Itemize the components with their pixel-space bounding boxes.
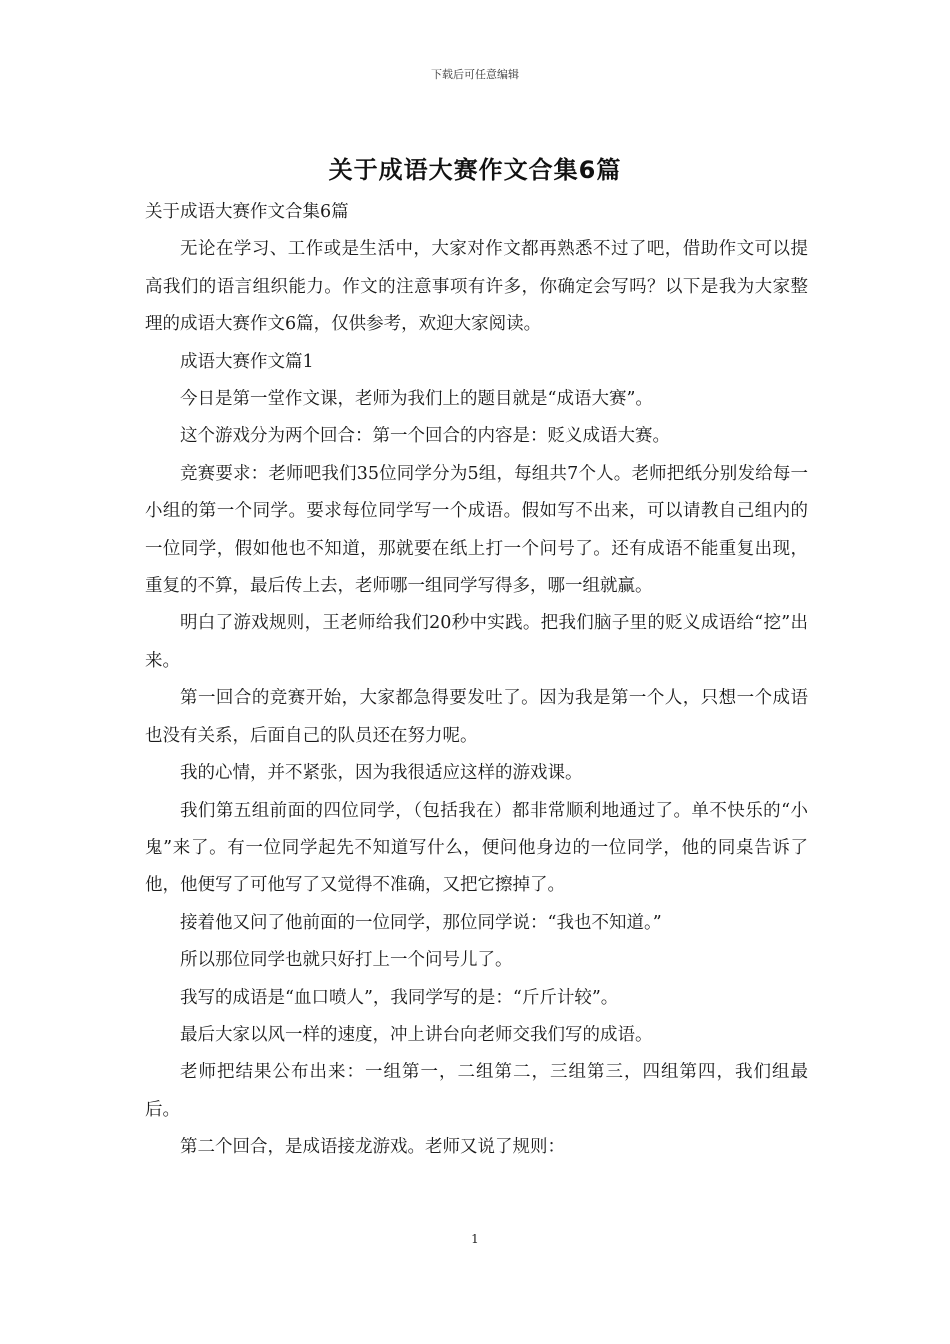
body-paragraph: 竞赛要求：老师吧我们35位同学分为5组，每组共7个人。老师把纸分别发给每一小组的第一个同学。要求每位同学写一个成语。假如写不出来，可以请教自己组内的一位同学，假如他也不知道，那就要在纸上打一个问号了。还有成语不能重复出现，重复的不算，最后传上去，老师哪一组同学写得多，哪一组就赢。 [145,463,808,597]
section-heading: 成语大赛作文篇1 [180,351,314,372]
header-note: 下载后可任意编辑 [431,68,519,81]
intro-paragraph: 无论在学习、工作或是生活中，大家对作文都再熟悉不过了吧，借助作文可以提高我们的语言组织能力。作文的注意事项有许多，你确定会写吗？以下是我为大家整理的成语大赛作文6篇，仅供参考，欢迎大家阅读。 [145,239,808,335]
body-paragraph: 接着他又问了他前面的一位同学，那位同学说：“我也不知道。” [180,912,662,933]
body-paragraph: 第一回合的竞赛开始，大家都急得要发吐了。因为我是第一个人，只想一个成语也没有关系，后面自己的队员还在努力呢。 [145,688,808,746]
body-paragraph: 我的心情，并不紧张，因为我很适应这样的游戏课。 [180,763,583,784]
body-paragraph: 最后大家以风一样的速度，冲上讲台向老师交我们写的成语。 [180,1024,653,1045]
body-paragraph: 明白了游戏规则，王老师给我们20秒中实践。把我们脑子里的贬义成语给“挖”出来。 [145,613,808,671]
body-paragraph: 我们第五组前面的四位同学，（包括我在）都非常顺利地通过了。单不快乐的“小鬼”来了。有一位同学起先不知道写什么，便问他身边的一位同学，他的同桌告诉了他，他便写了可他写了又觉得不准确，又把它擦掉了。 [145,800,808,896]
body-paragraph: 老师把结果公布出来：一组第一，二组第二，三组第三，四组第四，我们组最后。 [145,1062,808,1120]
document-body [145,194,808,1167]
body-paragraph: 我写的成语是“血口喷人”，我同学写的是：“斤斤计较”。 [180,987,619,1008]
subtitle-paragraph: 关于成语大赛作文合集6篇 [145,202,349,222]
document-title: 关于成语大赛作文合集6篇 [328,156,622,184]
body-paragraph: 第二个回合，是成语接龙游戏。老师又说了规则： [180,1137,565,1158]
body-paragraph: 所以那位同学也就只好打上一个问号儿了。 [180,950,513,971]
page-number: 1 [471,1232,479,1246]
body-paragraph: 今日是第一堂作文课，老师为我们上的题目就是“成语大赛”。 [180,389,653,410]
body-paragraph: 这个游戏分为两个回合：第一个回合的内容是：贬义成语大赛。 [180,426,670,447]
